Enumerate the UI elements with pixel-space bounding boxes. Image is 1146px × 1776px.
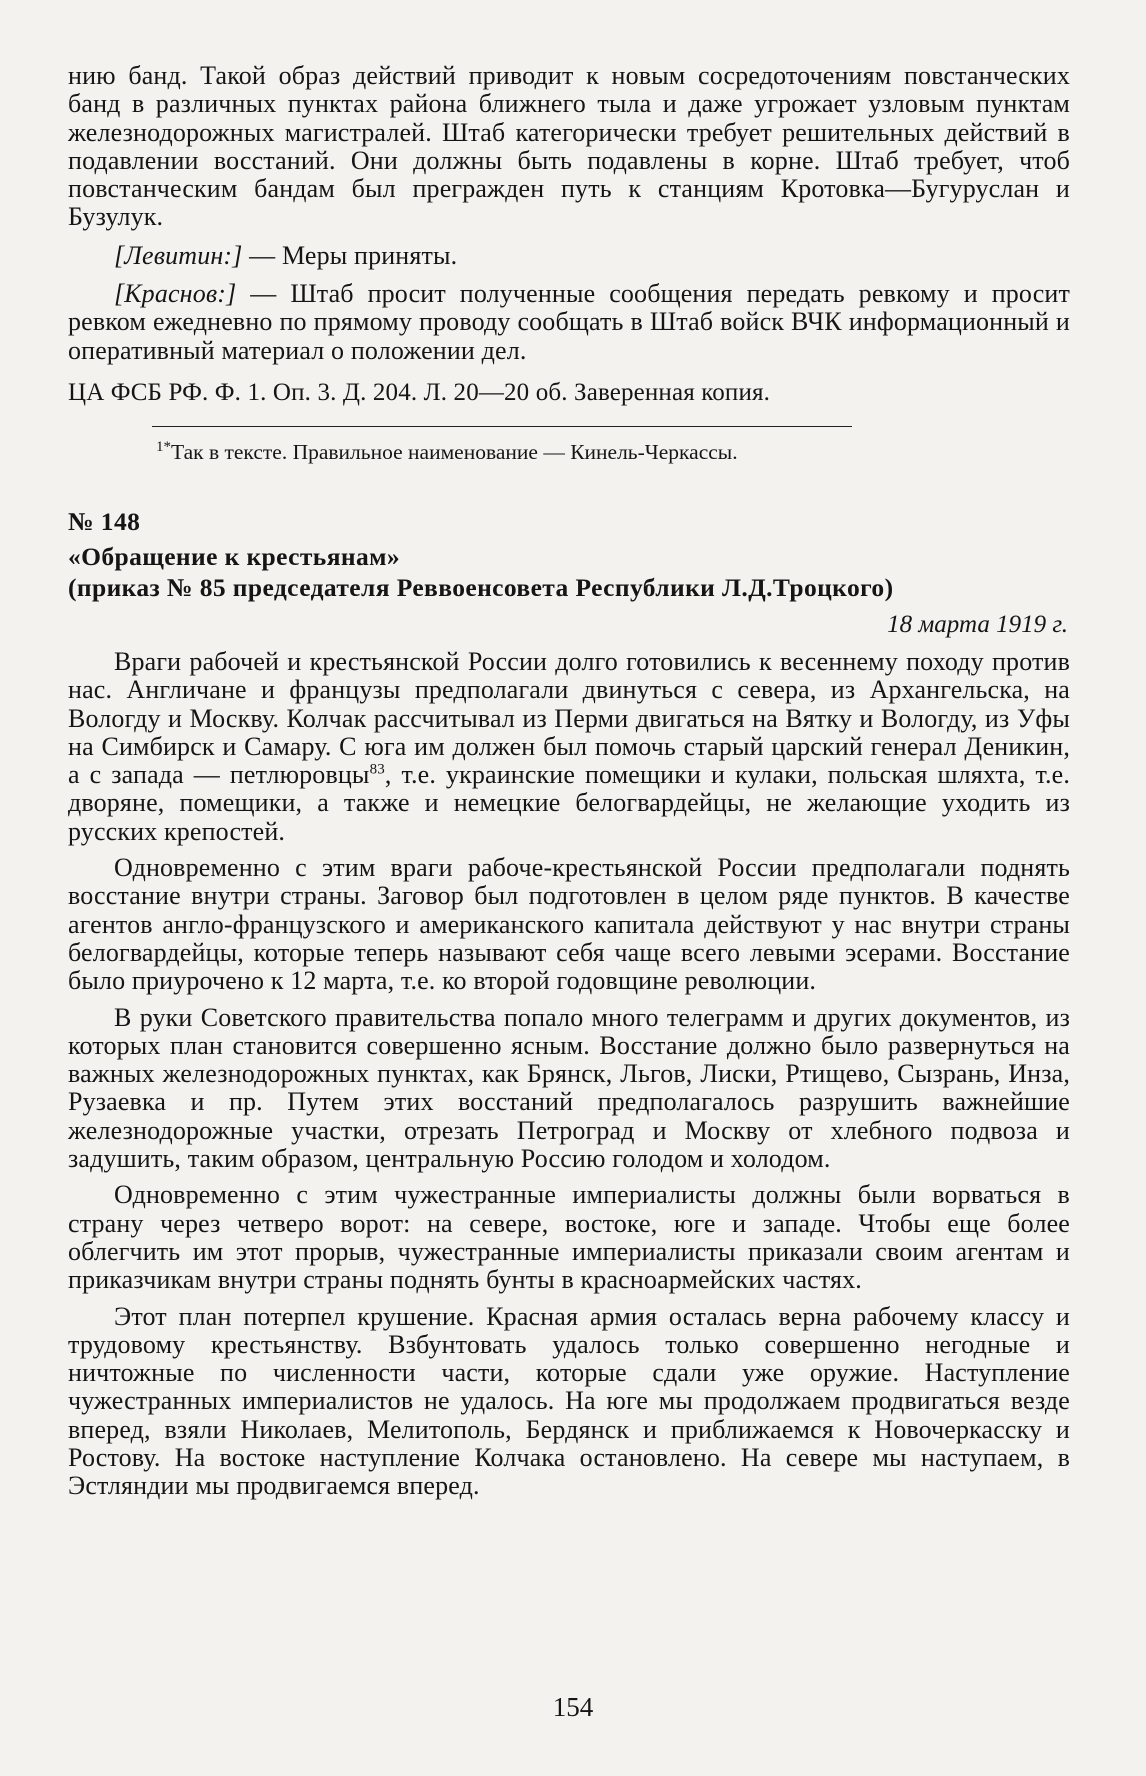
dialogue-line-krasnov	[68, 280, 1070, 365]
footnote	[156, 439, 1070, 465]
speaker-label: [Краснов:]	[114, 279, 237, 309]
document-number: № 148	[68, 506, 141, 536]
dialogue-text: — Штаб просит полученные сообщения передать ревкому и просит ревком ежедневно по прямому проводу сообщать в Штаб войск ВЧК информационный и оперативный материал о положении дел.	[68, 279, 1070, 365]
dialogue-line-levitin	[68, 242, 1070, 270]
body-paragraph-2: Одновременно с этим враги рабоче-крестьянской России предполагали поднять восстание внутри страны. Заговор был подготовлен в целом ряде пунктов. В качестве агентов англо-французского и американского капитала действуют у нас внутри страны белогвардейцы, которые теперь называют себя чаще всего левыми эсерами. Восстание было приурочено к 12 марта, т.е. ко второй годовщине революции.	[68, 853, 1070, 996]
footnote-mark: 1*	[156, 438, 171, 455]
document-date: 18 марта 1919 г.	[887, 610, 1068, 638]
document-title-line-1: «Обращение к крестьянам»	[68, 541, 401, 571]
paragraph-text: Враги рабочей и крестьянской России долго готовились к весеннему походу против нас. Англичане и французы предполагали двинуться с севера, из Архангельска, на Вологду и Москву. Колчак рассчитывал из Перми двигаться на Вятку и Вологду, из Уфы на Симбирск и Самару. С юга им должен был помочь старый царский генерал Деникин, а с запада — петлюровцы	[68, 646, 1070, 790]
document-title-line-2: (приказ № 85 председателя Реввоенсовета Республики Л.Д.Троцкого)	[68, 572, 894, 602]
archive-source: ЦА ФСБ РФ. Ф. 1. Оп. 3. Д. 204. Л. 20—20 об. Заверенная копия.	[68, 378, 771, 406]
body-paragraph-1	[68, 648, 1070, 846]
dialogue-text: — Меры приняты.	[242, 240, 458, 270]
paragraph-text: , т.е. украинские помещики и кулаки, польская шляхта, т.е. дворяне, помещики, а также и немецкие белогвардейцы, не желающие уходить из русских крепостей.	[68, 760, 1070, 846]
body-paragraph-3: В руки Советского правительства попало много телеграмм и других документов, из которых план становится совершенно ясным. Восстание должно было развернуться на важных железнодорожных пунктах, как Брянск, Льгов, Лиски, Ртищево, Сызрань, Инза, Рузаевка и пр. Путем этих восстаний предполагалось разрушить важнейшие железнодорожные участки, отрезать Петроград и Москву от хлебного подвоза и задушить, таким образом, центральную Россию голодом и холодом.	[68, 1002, 1070, 1174]
continuation-paragraph: нию банд. Такой образ действий приводит к новым сосредоточениям повстанческих банд в различных пунктах района ближнего тыла и даже угрожает узловым пунктам железнодорожных магистралей. Штаб категорически требует решительных действий в подавлении восстаний. Они должны быть подавлены в корне. Штаб требует, чтоб повстанческим бандам был прегражден путь к станциям Кротовка—Бугуруслан и Бузулук.	[68, 61, 1070, 232]
body-paragraph-5: Этот план потерпел крушение. Красная армия осталась верна рабочему классу и трудовому крестьянству. Взбунтовать удалось только совершенно негодные и ничтожные по численности части, которые сдали уже оружие. Наступление чужестранных империалистов не удалось. На юге мы продолжаем продвигаться везде вперед, взяли Николаев, Мелитополь, Бердянск и приближаемся к Новочеркасску и Ростову. На востоке наступление Колчака остановлено. На севере мы наступаем, в Эстляндии мы продвигаемся вперед.	[68, 1301, 1070, 1501]
footnote-divider	[152, 426, 852, 427]
endnote-reference: 83	[369, 761, 385, 778]
footnote-text: Так в тексте. Правильное наименование — Кинель-Черкассы.	[171, 439, 738, 464]
body-paragraph-4: Одновременно с этим чужестранные империалисты должны были ворваться в страну через четверо ворот: на севере, востоке, юге и западе. Чтобы еще более облегчить им этот прорыв, чужестранные империалисты приказали своим агентам и приказчикам внутри страны поднять бунты в красноармейских частях.	[68, 1180, 1070, 1295]
document-heading	[68, 506, 1070, 640]
speaker-label: [Левитин:]	[114, 240, 243, 270]
page-number: 154	[552, 1692, 594, 1722]
